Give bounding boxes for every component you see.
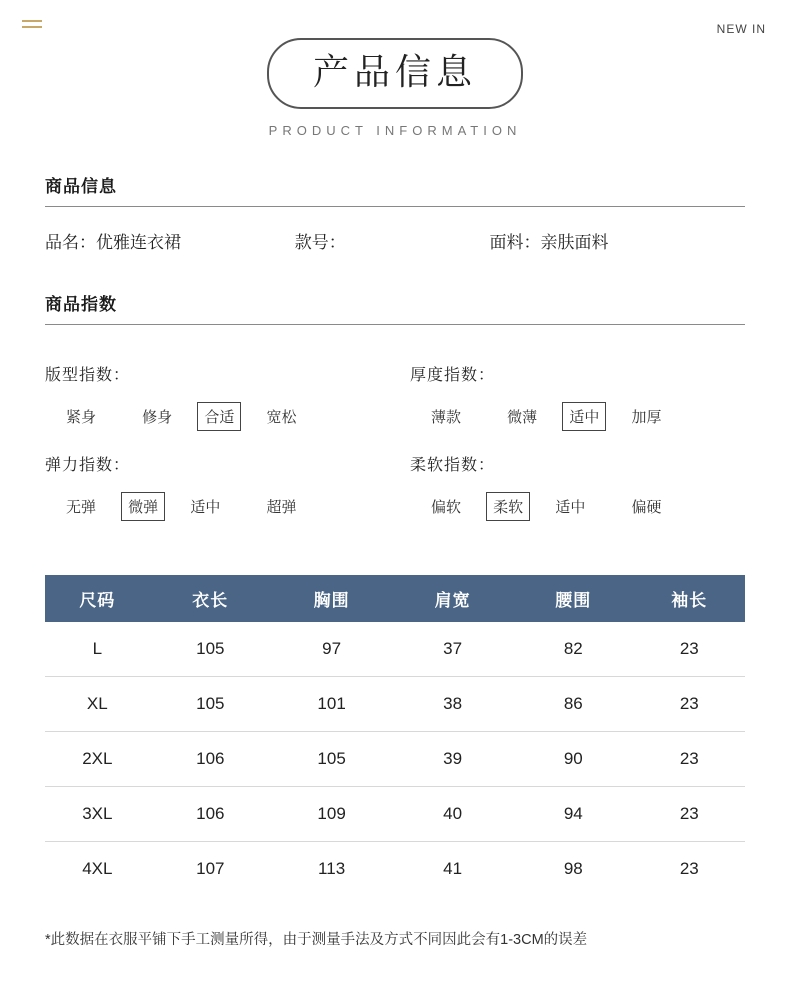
index-group-fit-options — [45, 402, 385, 431]
product-fabric-value: 亲肤面料 — [540, 233, 609, 252]
index-group-elasticity-label: 弹力指数： — [45, 457, 131, 474]
size-table-col-2: 胸围 — [271, 575, 392, 622]
cell-length: 107 — [196, 859, 225, 878]
cell-length: 106 — [150, 732, 271, 787]
index-group-elasticity-options — [45, 492, 385, 521]
size-table-header-row — [45, 575, 745, 622]
product-fabric-label: 面料： — [489, 233, 541, 252]
product-fabric-field — [489, 228, 729, 253]
table-row — [45, 787, 745, 842]
index-group-softness-options — [410, 492, 750, 521]
cell-shoulder: 38 — [392, 677, 513, 732]
cell-size: 3XL — [45, 787, 150, 842]
size-table-col-5: 袖长 — [634, 575, 745, 622]
size-table-col-4: 腰围 — [513, 575, 634, 622]
cell-length: 106 — [150, 787, 271, 842]
measurement-note: *此数据在衣服平铺下手工测量所得，由于测量手法及方式不同因此会有1-3CM的误差 — [45, 932, 588, 948]
index-option-fit-2[interactable]: 合适 — [197, 402, 241, 431]
cell-bust: 101 — [271, 677, 392, 732]
title-box — [267, 38, 523, 109]
product-info-row — [45, 228, 745, 253]
cell-size: 4XL — [82, 859, 113, 878]
cell-bust: 109 — [271, 787, 392, 842]
index-option-thickness-2[interactable]: 适中 — [562, 402, 606, 431]
index-group-softness-label: 柔软指数： — [410, 457, 496, 474]
cell-bust: 105 — [271, 732, 392, 787]
cell-shoulder: 40 — [392, 787, 513, 842]
cell-waist: 98 — [563, 859, 583, 878]
section-product-index — [45, 290, 745, 325]
section-divider — [45, 206, 745, 207]
table-row — [45, 677, 745, 732]
cell-sleeve: 23 — [634, 732, 745, 787]
cell-shoulder: 41 — [443, 859, 463, 878]
product-style-field — [295, 228, 485, 253]
index-group-thickness-label: 厚度指数： — [410, 367, 496, 384]
cell-size: 2XL — [45, 732, 150, 787]
index-option-fit-0[interactable]: 紧身 — [65, 409, 96, 426]
size-table — [45, 575, 745, 896]
page-title: 产品信息 — [312, 51, 477, 92]
cell-waist: 94 — [513, 787, 634, 842]
cell-waist: 82 — [513, 622, 634, 677]
cell-waist: 86 — [513, 677, 634, 732]
cell-sleeve: 23 — [634, 787, 745, 842]
product-name-field — [45, 228, 290, 253]
index-option-softness-1[interactable]: 柔软 — [486, 492, 530, 521]
cell-shoulder: 37 — [392, 622, 513, 677]
index-option-softness-3[interactable]: 偏硬 — [631, 499, 662, 516]
section-product-info — [45, 172, 745, 207]
size-table-body — [45, 622, 745, 896]
section-heading-product-index: 商品指数 — [45, 295, 117, 314]
cell-length: 105 — [150, 677, 271, 732]
page-subtitle: PRODUCT INFORMATION — [268, 123, 522, 139]
page-title-block — [0, 38, 790, 138]
index-option-thickness-3[interactable]: 加厚 — [631, 409, 662, 426]
index-group-softness — [410, 452, 750, 521]
size-table-head — [45, 575, 745, 622]
size-table-col-3: 肩宽 — [392, 575, 513, 622]
product-name-label: 品名： — [45, 233, 96, 252]
table-row — [45, 842, 745, 897]
cell-shoulder: 39 — [392, 732, 513, 787]
cell-length: 105 — [150, 622, 271, 677]
new-in-label[interactable]: NEW IN — [716, 22, 766, 36]
index-option-elasticity-0[interactable]: 无弹 — [65, 499, 96, 516]
index-option-elasticity-3[interactable]: 超弹 — [266, 499, 297, 516]
index-group-fit-label: 版型指数： — [45, 367, 131, 384]
cell-sleeve: 23 — [634, 622, 745, 677]
index-group-thickness — [410, 362, 750, 431]
size-table-col-1: 衣长 — [150, 575, 271, 622]
table-row — [45, 732, 745, 787]
index-group-elasticity — [45, 452, 385, 521]
cell-size: L — [45, 622, 150, 677]
menu-bar-1 — [22, 20, 42, 22]
cell-bust: 113 — [318, 859, 346, 878]
size-table-col-0: 尺码 — [45, 575, 150, 622]
cell-bust: 97 — [271, 622, 392, 677]
index-option-elasticity-1[interactable]: 微弹 — [121, 492, 165, 521]
index-group-thickness-options — [410, 402, 750, 431]
product-name-value: 优雅连衣裙 — [96, 233, 181, 252]
index-group-fit — [45, 362, 385, 431]
cell-sleeve: 23 — [679, 859, 699, 878]
table-row — [45, 622, 745, 677]
cell-waist: 90 — [513, 732, 634, 787]
index-option-softness-2[interactable]: 适中 — [555, 499, 586, 516]
index-option-elasticity-2[interactable]: 适中 — [190, 499, 221, 516]
product-style-label: 款号： — [294, 233, 346, 252]
cell-size: XL — [45, 677, 150, 732]
index-option-thickness-0[interactable]: 薄款 — [430, 409, 461, 426]
index-option-fit-3[interactable]: 宽松 — [266, 409, 297, 426]
index-option-softness-0[interactable]: 偏软 — [430, 499, 461, 516]
section-heading-product-info: 商品信息 — [45, 177, 117, 196]
section-divider — [45, 324, 745, 325]
index-option-thickness-1[interactable]: 微薄 — [507, 409, 538, 426]
cell-sleeve: 23 — [634, 677, 745, 732]
index-option-fit-1[interactable]: 修身 — [142, 409, 173, 426]
hamburger-menu-icon[interactable] — [22, 20, 42, 32]
menu-bar-2 — [22, 26, 42, 28]
